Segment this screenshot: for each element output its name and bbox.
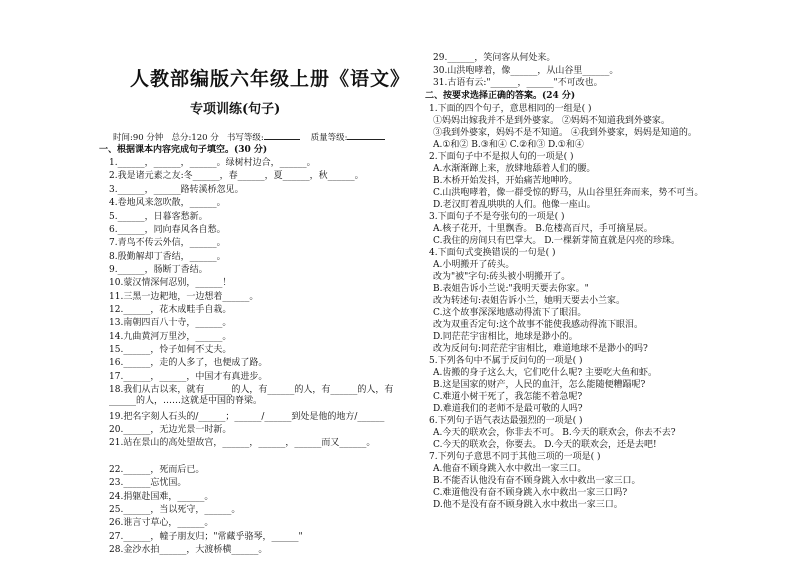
page-subtitle: 专项训练(句子)	[190, 102, 281, 117]
question-2-option[interactable]: D.老汉盯着乱哄哄的人们。他像一座山。	[433, 200, 596, 210]
fill-item-10[interactable]: 10.蒙汉情深何忍别，______！	[109, 278, 232, 288]
fill-item-14[interactable]: 14.九曲黄河万里沙，______。	[109, 332, 232, 342]
question-2-option[interactable]: C.山洪咆哮着，像一群受惊的野马，从山谷里狂奔而来，势不可当。	[433, 188, 704, 198]
fill-item-2[interactable]: 2.我是诸元素之友:冬______，春______，夏______，秋______。	[109, 171, 364, 181]
right-column	[425, 0, 715, 561]
total-score: 总分:120 分	[171, 133, 219, 143]
question-3-option[interactable]: C.我住的房间只有巴掌大。 D.一棵新芽简直就是闪亮的珍珠。	[433, 236, 681, 246]
fill-item-30[interactable]: 30.山洪咆哮着，像______，从山谷里______。	[433, 66, 619, 76]
fill-item-22[interactable]: 22.______，死而后已。	[109, 465, 205, 475]
fill-item-20[interactable]: 20.______，无边光景一时新。	[109, 425, 232, 435]
fill-item-25[interactable]: 25.______，当以死守，______。	[109, 505, 241, 515]
fill-item-11[interactable]: 11.三黑一边耙地，一边想着______。	[109, 292, 259, 302]
fill-item-15[interactable]: 15.______，怜子如何不丈夫。	[109, 345, 232, 355]
question-2-stem: 2.下面句子中不是拟人句的一项是( )	[429, 152, 574, 162]
writing-grade-blank[interactable]	[264, 131, 300, 140]
time-limit: 时间:90 分钟	[113, 133, 164, 143]
fill-item-31[interactable]: 31.古语有云:"______，______"不可改也。	[433, 78, 603, 88]
question-7-option[interactable]: D.他不是没有奋不顾身跳入水中救出一家三口。	[433, 500, 623, 510]
question-4-option: 改为双重否定句:这个故事不能使我感动得流下眼泪。	[433, 320, 644, 330]
quality-grade-label: 质量等级:	[310, 133, 348, 143]
question-4-option: 改为转述句:表姐告诉小兰，她明天要去小兰家。	[433, 296, 626, 306]
fill-item-13[interactable]: 13.南朝四百八十寺，______。	[109, 318, 232, 328]
question-2-option[interactable]: B.木桥开始发抖，开始痛苦地呻吟。	[433, 176, 578, 186]
fill-item-19[interactable]: 19.把名字刻人石头的/______；______/______到处是他的地方/______	[109, 412, 385, 422]
question-7-option[interactable]: A.他奋不顾身跳入水中救出一家三口。	[433, 464, 587, 474]
question-5-option[interactable]: A.齿搬的身子这么大，它们吃什么呢? 主要吃大鱼和虾。	[433, 368, 658, 378]
fill-item-12[interactable]: 12.______，花木成畦手自栽。	[109, 305, 232, 315]
fill-item-9[interactable]: 9.______，肠断丁香结。	[109, 265, 208, 275]
fill-item-16[interactable]: 16.______，走的人多了，也便成了路。	[109, 358, 268, 368]
question-6-option[interactable]: C.今天的联欢会，你要去。 D.今天的联欢会，还是去吧!	[433, 440, 657, 450]
fill-item-29[interactable]: 29.______，笑问客从何处来。	[433, 53, 556, 63]
section-2-heading: 二、按要求选择正确的答案。(24 分)	[425, 91, 576, 101]
question-7-option[interactable]: B.不能否认他没有奋不顾身跳入水中救出一家三口。	[433, 476, 641, 486]
left-column	[95, 0, 411, 561]
fill-item-17[interactable]: 17.______，______，中国才有真进步。	[109, 372, 268, 382]
fill-item-4[interactable]: 4.卷地风来忽吹散，______。	[109, 198, 226, 208]
fill-item-1[interactable]: 1.______，______，______。绿树村边合，______。	[109, 158, 316, 168]
question-4-option[interactable]: D.同茫茫宇宙相比，地球是渺小的。	[433, 332, 578, 342]
question-7-option[interactable]: C.难道他没有奋不顾身跳入水中救出一家三口吗?	[433, 488, 628, 498]
exam-info-row	[113, 131, 385, 144]
question-5-option[interactable]: B.这是国家的财产，人民的血汗，怎么能随便糟蹋呢?	[433, 380, 646, 390]
page-title: 人教部编版六年级上册《语文》	[130, 68, 411, 90]
section-1-heading: 一、根据课本内容完成句子填空。(30 分)	[99, 145, 268, 155]
question-4-option[interactable]: C.这个故事深深地感动得流下了眼泪。	[433, 308, 587, 318]
question-6-option[interactable]: A.今天的联欢会，你非去不可。 B.今天的联欢会，你去不去?	[433, 428, 676, 438]
fill-item-18[interactable]: 18.我们从古以来，就有______的人，有______的人，有______的人，有______的人，……这就是中国的脊梁。	[109, 385, 394, 406]
question-1-option[interactable]: ①妈妈出嫁我并不是到外婆家。 ②妈妈不知道我到外婆家。	[433, 116, 670, 126]
question-2-option[interactable]: A.水渐渐蹿上来，放肆地舔着人们的腰。	[433, 164, 596, 174]
question-4-stem: 4.下面句式变换错误的一句是( )	[429, 248, 556, 258]
question-7-stem: 7.下列句子意思不同于其他三项的一项是( )	[429, 452, 601, 462]
question-1-option[interactable]: A.①和② B.③和④ C.②和③ D.①和④	[433, 140, 584, 150]
fill-item-5[interactable]: 5.______，日暮客愁新。	[109, 212, 208, 222]
fill-item-21[interactable]: 21.站在景山的高处望故宫，______，______，______而又______。	[109, 438, 376, 448]
fill-item-3[interactable]: 3.______，______路转溪桥忽见。	[109, 185, 244, 195]
question-1-option[interactable]: ③我到外婆家，妈妈不是不知道。 ④我到外婆家，妈妈是知道的。	[433, 128, 697, 138]
fill-item-7[interactable]: 7.青鸟不传云外信，______。	[109, 238, 226, 248]
question-5-stem: 5.下列各句中不属于反问句的一项是( )	[429, 356, 583, 366]
fill-item-6[interactable]: 6.______，同向春风各自愁。	[109, 225, 226, 235]
fill-item-23[interactable]: 23.______忘忧国。	[109, 478, 187, 488]
question-1-stem: 1.下面的四个句子，意思相同的一组是( )	[429, 104, 592, 114]
question-5-option[interactable]: D.难道我们的老师不是最可敬的人吗?	[433, 404, 583, 414]
fill-item-8[interactable]: 8.殷勤解却丁香结，______。	[109, 252, 226, 262]
question-5-option[interactable]: C.难道小树干死了，我怎能不着急呢?	[433, 392, 583, 402]
fill-item-24[interactable]: 24.捐躯赴国难，______。	[109, 492, 214, 502]
question-4-option[interactable]: B.表姐告诉小兰说:"我明天要去你家。"	[433, 284, 589, 294]
quality-grade-blank[interactable]	[347, 131, 385, 140]
question-6-stem: 6.下列句子语气表达最强烈的一项是( )	[429, 416, 583, 426]
question-4-option: 改为"被"字句:砖头被小明搬开了。	[433, 272, 571, 282]
fill-item-27[interactable]: 27.______，幢子朋友归；"常藏乎骆琴，______"	[109, 532, 303, 542]
question-4-option: 改为反问句:同茫茫宇宙相比，难道地球不是渺小的吗?	[433, 344, 648, 354]
fill-item-28[interactable]: 28.金沙水拍______，大渡桥横______。	[109, 545, 268, 555]
question-3-stem: 3.下面句子不是夸张句的一项是( )	[429, 212, 565, 222]
question-3-option[interactable]: A.核子花开，十里飘香。 B.危楼高百尺，手可摘星辰。	[433, 224, 653, 234]
writing-grade-label: 书写等级:	[226, 133, 264, 143]
question-4-option[interactable]: A.小明搬开了砖头。	[433, 260, 515, 270]
fill-item-26[interactable]: 26.谁言寸草心，______。	[109, 518, 214, 528]
